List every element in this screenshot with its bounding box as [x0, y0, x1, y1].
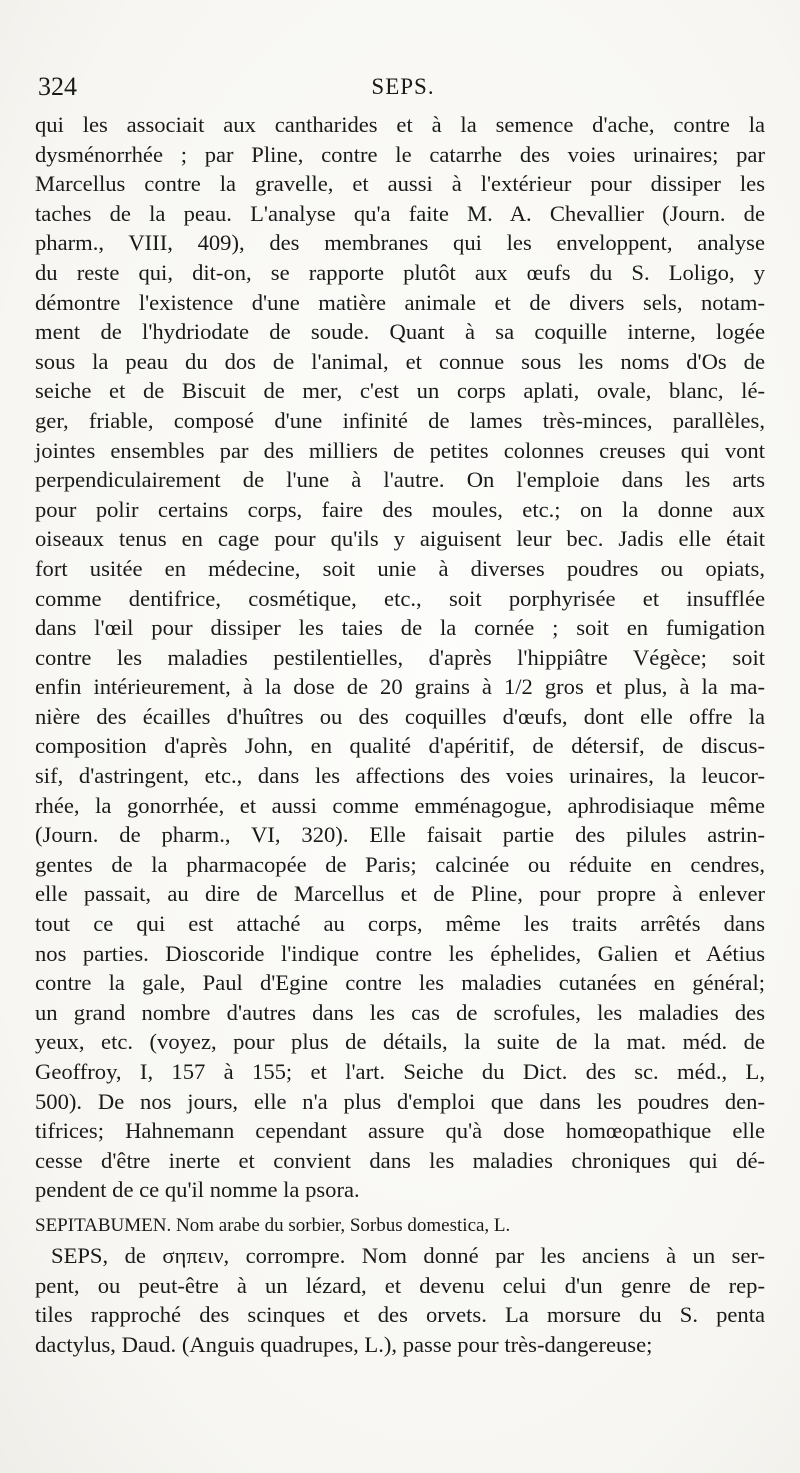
- paragraph-seps: [35, 1241, 765, 1359]
- text-line: jointes ensembles par des milliers de petites colonnes creuses qui vont: [35, 437, 765, 463]
- text-line: contre les maladies pestilentielles, d'après l'hippiâtre Végèce; soit: [35, 644, 765, 670]
- text-line: oiseaux tenus en cage pour qu'ils y aiguisent leur bec. Jadis elle était: [35, 526, 765, 552]
- entry-sepitabumen: SEPITABUMEN. Nom arabe du sorbier, Sorbus domestica, L.: [35, 1214, 511, 1236]
- text-line: enfin intérieurement, à la dose de 20 grains à 1/2 gros et plus, à la ma-: [35, 674, 765, 700]
- text-line: fort usitée en médecine, soit unie à diverses poudres ou opiats,: [35, 555, 765, 581]
- text-line: tiles rapproché des scinques et des orvets. La morsure du S. penta: [35, 1302, 765, 1328]
- page-number: 324: [38, 72, 77, 101]
- text-line: yeux, etc. (voyez, pour plus de détails, la suite de la mat. méd. de: [35, 1029, 765, 1055]
- text-line: seiche et de Biscuit de mer, c'est un corps aplati, ovale, blanc, lé-: [35, 378, 765, 404]
- text-line: gentes de la pharmacopée de Paris; calcinée ou réduite en cendres,: [35, 851, 765, 877]
- text-line: pendent de ce qu'il nomme la psora.: [35, 1177, 360, 1203]
- text-line: perpendiculairement de l'une à l'autre. On l'emploie dans les arts: [35, 467, 765, 493]
- text-line: dans l'œil pour dissiper les taies de la cornée ; soit en fumigation: [35, 615, 765, 641]
- text-line: (Journ. de pharm., VI, 320). Elle faisait partie des pilules astrin-: [35, 822, 765, 848]
- text-line: sif, d'astringent, etc., dans les affections des voies urinaires, la leucor-: [35, 763, 765, 789]
- text-line: SEPS, de σηπειν, corrompre. Nom donné par les anciens à un ser-: [51, 1242, 765, 1268]
- text-line: démontre l'existence d'une matière animale et de divers sels, notam-: [35, 289, 765, 315]
- text-line: 500). De nos jours, elle n'a plus d'emploi que dans les poudres den-: [35, 1088, 765, 1114]
- text-line: comme dentifrice, cosmétique, etc., soit porphyrisée et insufflée: [35, 585, 765, 611]
- text-line: composition d'après John, en qualité d'apéritif, de détersif, de discus-: [35, 733, 765, 759]
- text-line: cesse d'être inerte et convient dans les maladies chroniques qui dé-: [35, 1147, 765, 1173]
- text-line: qui les associait aux cantharides et à la semence d'ache, contre la: [35, 112, 765, 137]
- text-line: Marcellus contre la gravelle, et aussi à l'extérieur pour dissiper les: [35, 171, 765, 197]
- text-line: nos parties. Dioscoride l'indique contre les éphelides, Galien et Aétius: [35, 940, 765, 966]
- text-line: dysménorrhée ; par Pline, contre le catarrhe des voies urinaires; par: [35, 141, 765, 167]
- body-text: [35, 110, 765, 1359]
- text-line: taches de la peau. L'analyse qu'a faite M. A. Chevallier (Journ. de: [35, 200, 765, 226]
- text-line: pour polir certains corps, faire des moules, etc.; on la donne aux: [35, 496, 765, 522]
- text-line: rhée, la gonorrhée, et aussi comme emménagogue, aphrodisiaque même: [35, 792, 765, 818]
- text-line: pent, ou peut-être à un lézard, et devenu celui d'un genre de rep-: [35, 1272, 765, 1298]
- text-line: du reste qui, dit-on, se rapporte plutôt aux œufs du S. Loligo, y: [35, 259, 765, 285]
- text-line: ment de l'hydriodate de soude. Quant à sa coquille interne, logée: [35, 319, 765, 345]
- text-line: tifrices; Hahnemann cependant assure qu'à dose homœopathique elle: [35, 1118, 765, 1144]
- paragraph-seiche-uses: [35, 110, 765, 1205]
- text-line: pharm., VIII, 409), des membranes qui les enveloppent, analyse: [35, 230, 765, 256]
- text-line: contre la gale, Paul d'Egine contre les maladies cutanées en général;: [35, 970, 765, 996]
- text-line: tout ce qui est attaché au corps, même les traits arrêtés dans: [35, 911, 765, 937]
- text-line: nière des écailles d'huîtres ou des coquilles d'œufs, dont elle offre la: [35, 703, 765, 729]
- text-line: Geoffroy, I, 157 à 155; et l'art. Seiche du Dict. des sc. méd., L,: [35, 1059, 765, 1084]
- page-header: [38, 72, 768, 112]
- text-line: sous la peau du dos de l'animal, et connue sous les noms d'Os de: [35, 348, 765, 374]
- running-head: SEPS.: [371, 74, 435, 99]
- text-line: un grand nombre d'autres dans les cas de scrofules, les maladies des: [35, 999, 765, 1025]
- text-line: elle passait, au dire de Marcellus et de Pline, pour propre à enlever: [35, 881, 765, 907]
- text-line: ger, friable, composé d'une infinité de lames très-minces, parallèles,: [35, 407, 765, 433]
- text-line: dactylus, Daud. (Anguis quadrupes, L.), passe pour très-dangereuse;: [35, 1331, 653, 1357]
